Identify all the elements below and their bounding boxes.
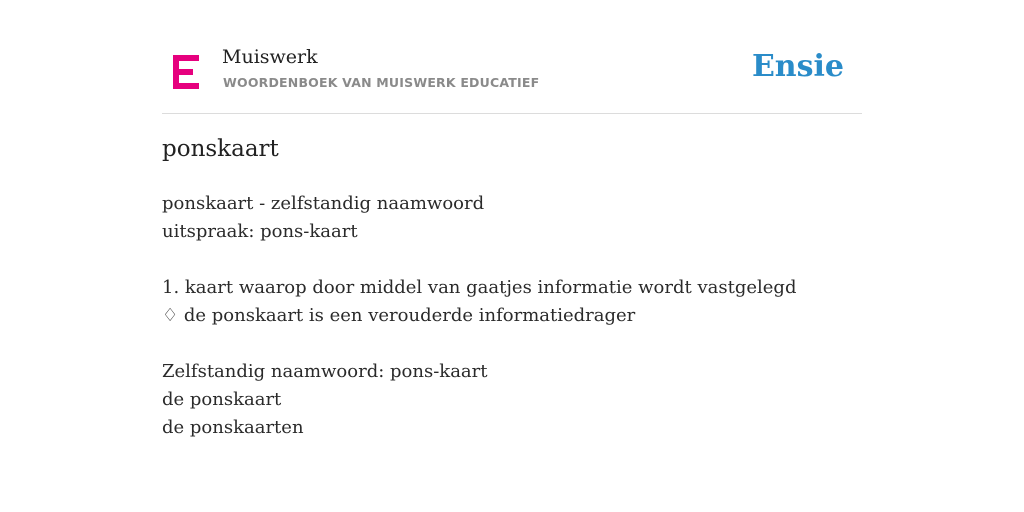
page-title: ponskaart	[162, 136, 279, 162]
muiswerk-logo-icon[interactable]	[173, 55, 199, 89]
spacer	[162, 246, 862, 274]
brand-subtitle: WOORDENBOEK VAN MUISWERK EDUCATIEF	[223, 75, 540, 90]
entry-definition: 1. kaart waarop door middel van gaatjes informatie wordt vastgelegd	[162, 277, 797, 298]
ensie-logo-link[interactable]: Ensie	[751, 49, 844, 84]
entry-pronunciation: uitspraak: pons-kaart	[162, 221, 358, 242]
entry-content	[162, 190, 862, 442]
brand-name[interactable]: Muiswerk	[222, 46, 318, 68]
logo-bar-middle	[173, 69, 193, 75]
grammar-heading: Zelfstandig naamwoord: pons-kaart	[162, 361, 488, 382]
spacer	[162, 330, 862, 358]
entry-example: ♢ de ponskaart is een verouderde informatiedrager	[162, 305, 636, 326]
plural-form: de ponskaarten	[162, 417, 304, 438]
singular-form: de ponskaart	[162, 389, 282, 410]
site-header	[162, 40, 862, 114]
logo-bar-bottom	[173, 83, 199, 89]
logo-bar-top	[173, 55, 199, 61]
entry-headline: ponskaart - zelfstandig naamwoord	[162, 193, 485, 214]
